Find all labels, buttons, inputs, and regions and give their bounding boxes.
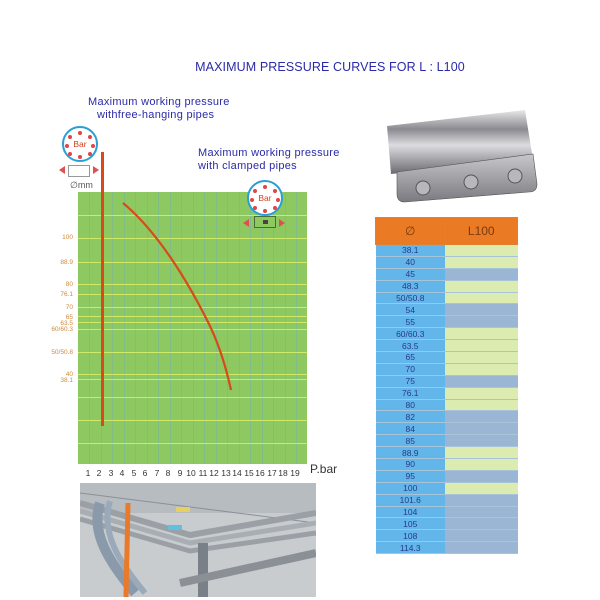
x-tick: 13: [221, 468, 231, 478]
available-cell: [445, 245, 518, 257]
table-row: [376, 399, 518, 411]
table-row: [376, 256, 518, 268]
diameter-cell: 84: [376, 423, 446, 435]
y-tick: 63.5: [60, 320, 73, 327]
x-tick: 4: [119, 468, 125, 478]
bar-pressure-clamped-icon: [247, 180, 283, 216]
diameter-cell: 76.1: [376, 387, 446, 399]
unavailable-cell: [445, 316, 518, 328]
diameter-cell: 101.6: [376, 494, 446, 506]
installation-photo: [80, 483, 316, 597]
diameter-table: [375, 217, 518, 554]
unavailable-cell: [445, 304, 518, 316]
table-row: [376, 459, 518, 471]
y-tick: 50/50.8: [51, 349, 73, 356]
x-tick: 8: [165, 468, 171, 478]
x-tick: 9: [177, 468, 183, 478]
x-tick: 14: [232, 468, 242, 478]
diameter-cell: 90: [376, 459, 446, 471]
clamp-arrow-right-icon: [279, 219, 285, 227]
clamp-box-icon: [254, 216, 276, 228]
diameter-cell: 85: [376, 435, 446, 447]
table-row: [376, 268, 518, 280]
note-free-hanging-line2: withfree-hanging pipes: [97, 109, 215, 121]
unavailable-cell: [445, 518, 518, 530]
header-diameter: ∅: [376, 218, 446, 245]
table-row: [376, 447, 518, 459]
y-tick: 80: [65, 281, 73, 288]
y-tick: 65: [65, 314, 73, 321]
table-row: [376, 530, 518, 542]
diameter-cell: 104: [376, 506, 446, 518]
available-cell: [445, 387, 518, 399]
diameter-cell: 40: [376, 256, 446, 268]
x-tick: 11: [198, 468, 208, 478]
x-tick: 17: [267, 468, 277, 478]
diameter-cell: 75: [376, 375, 446, 387]
diameter-cell: 50/50.8: [376, 292, 446, 304]
diameter-cell: 70: [376, 363, 446, 375]
x-tick: 1: [85, 468, 91, 478]
diameter-cell: 65: [376, 352, 446, 364]
y-tick: 76.1: [60, 291, 73, 298]
unavailable-cell: [445, 423, 518, 435]
clamped-curve: [123, 203, 231, 390]
table-row: [376, 340, 518, 352]
available-cell: [445, 352, 518, 364]
x-tick: 15: [244, 468, 254, 478]
x-tick: 3: [108, 468, 114, 478]
clamp-arrow-left-icon: [243, 219, 249, 227]
table-row: [376, 506, 518, 518]
pressure-curves: [78, 192, 307, 464]
table-row: [376, 292, 518, 304]
diameter-cell: 114.3: [376, 542, 446, 554]
note-clamped-line2: with clamped pipes: [198, 160, 297, 172]
x-tick: 12: [209, 468, 219, 478]
table-row: [376, 328, 518, 340]
available-cell: [445, 292, 518, 304]
header-model: L100: [445, 218, 518, 245]
diameter-cell: 45: [376, 268, 446, 280]
unavailable-cell: [445, 530, 518, 542]
table-row: [376, 542, 518, 554]
bar-pressure-icon: [62, 126, 98, 162]
unavailable-cell: [445, 435, 518, 447]
available-cell: [445, 328, 518, 340]
table-row: [376, 316, 518, 328]
diameter-cell: 88.9: [376, 447, 446, 459]
unavailable-cell: [445, 506, 518, 518]
x-tick: 10: [186, 468, 196, 478]
unavailable-cell: [445, 411, 518, 423]
y-tick: 88.9: [60, 259, 73, 266]
x-tick: 2: [96, 468, 102, 478]
plot-area: [78, 192, 307, 464]
available-cell: [445, 363, 518, 375]
x-tick: 6: [142, 468, 148, 478]
x-tick: 16: [255, 468, 265, 478]
y-tick: 70: [65, 304, 73, 311]
table-row: [376, 304, 518, 316]
available-cell: [445, 280, 518, 292]
y-tick: 100: [62, 234, 73, 241]
chart-title: MAXIMUM PRESSURE CURVES FOR L : L100: [195, 60, 465, 74]
table-row: [376, 387, 518, 399]
diameter-cell: 54: [376, 304, 446, 316]
bar-label: Bar: [73, 139, 87, 149]
unavailable-cell: [445, 268, 518, 280]
diameter-cell: 108: [376, 530, 446, 542]
y-tick: 40: [65, 371, 73, 378]
note-free-hanging: [88, 96, 230, 122]
table-row: [376, 352, 518, 364]
x-tick: 19: [290, 468, 300, 478]
diameter-cell: 82: [376, 411, 446, 423]
diameter-box-icon: [68, 165, 90, 177]
note-clamped-line1: Maximum working pressure: [198, 147, 340, 159]
unavailable-cell: [445, 494, 518, 506]
diameter-cell: 95: [376, 470, 446, 482]
diameter-cell: 63.5: [376, 340, 446, 352]
table-row: [376, 518, 518, 530]
diameter-cell: 105: [376, 518, 446, 530]
arrow-left-icon: [59, 166, 65, 174]
unavailable-cell: [445, 542, 518, 554]
bar-label-clamped: Bar: [258, 193, 272, 203]
table-row: [376, 470, 518, 482]
diameter-cell: 38.1: [376, 245, 446, 257]
unavailable-cell: [445, 375, 518, 387]
x-tick: 5: [131, 468, 137, 478]
available-cell: [445, 459, 518, 471]
unavailable-cell: [445, 470, 518, 482]
clamp-product-photo: [383, 108, 539, 204]
y-tick: 38.1: [60, 377, 73, 384]
diameter-unit-label: ∅mm: [70, 180, 93, 190]
note-free-hanging-line1: Maximum working pressure: [88, 96, 230, 108]
table-row: [376, 482, 518, 494]
diameter-cell: 60/60.3: [376, 328, 446, 340]
table-row: [376, 363, 518, 375]
diameter-cell: 48.3: [376, 280, 446, 292]
table-row: [376, 435, 518, 447]
y-tick: 60/60.3: [51, 326, 73, 333]
table-row: [376, 411, 518, 423]
x-tick: 7: [154, 468, 160, 478]
diameter-cell: 55: [376, 316, 446, 328]
available-cell: [445, 340, 518, 352]
note-clamped: [198, 147, 340, 173]
available-cell: [445, 399, 518, 411]
available-cell: [445, 482, 518, 494]
table-row: [376, 375, 518, 387]
table-row: [376, 423, 518, 435]
table-row: [376, 494, 518, 506]
table-row: [376, 245, 518, 257]
diameter-cell: 100: [376, 482, 446, 494]
arrow-right-icon: [93, 166, 99, 174]
x-axis-label: P.bar: [310, 462, 338, 476]
available-cell: [445, 447, 518, 459]
free-hanging-line: [101, 152, 104, 426]
table-row: [376, 280, 518, 292]
available-cell: [445, 256, 518, 268]
diameter-cell: 80: [376, 399, 446, 411]
x-tick: 18: [278, 468, 288, 478]
